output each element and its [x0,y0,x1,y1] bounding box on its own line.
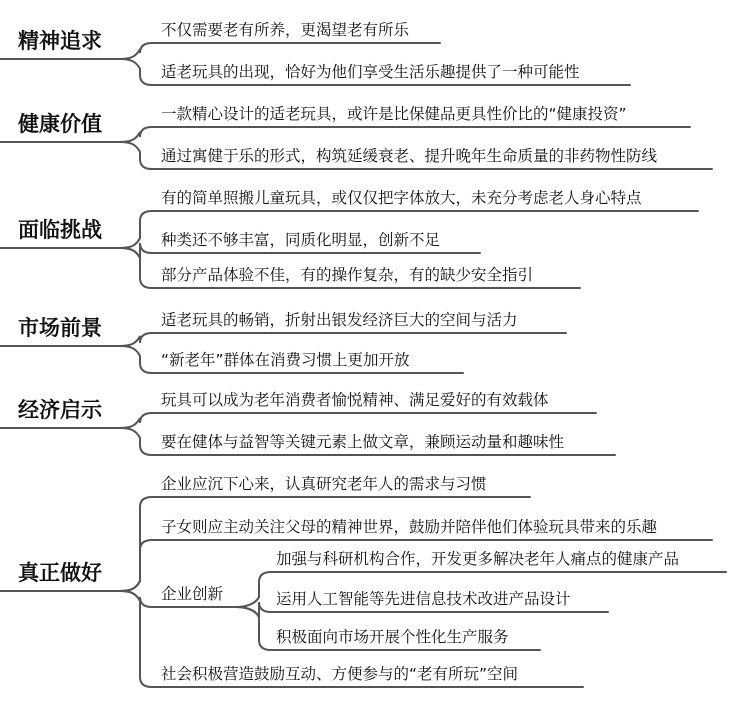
category-2-item-2: 通过寓健于乐的形式，构筑延缓衰老、提升晚年生命质量的非药物性防线 [161,147,658,165]
category-3-label: 面临挑战 [18,218,102,242]
category-6-item-3: 企业创新 [161,585,224,603]
category-6-label: 真正做好 [18,561,102,585]
category-5-item-2: 要在健体与益智等关键元素上做文章，兼顾运动量和趣味性 [161,433,565,451]
category-4-item-1-connector [120,333,566,346]
category-6-item-4: 社会积极营造鼓励互动、方便参与的“老有所玩”空间 [161,665,519,683]
category-6-item-3-sub-1: 加强与科研机构合作，开发更多解决老年人痛点的健康产品 [276,550,680,568]
category-4-item-2: “新老年”群体在消费习惯上更加开放 [161,351,410,369]
category-4-item-1: 适老玩具的畅销，折射出银发经济巨大的空间与活力 [161,311,518,329]
category-6-item-3-sub-2: 运用人工智能等先进信息技术改进产品设计 [276,590,571,608]
category-3-item-2: 种类还不够丰富，同质化明显，创新不足 [161,231,441,249]
category-1-label: 精神追求 [18,29,102,53]
category-6-item-3-sub-3: 积极面向市场开展个性化生产服务 [276,628,509,646]
category-3-item-3: 部分产品体验不佳，有的操作复杂，有的缺少安全指引 [161,266,534,284]
category-1-item-1: 不仅需要老有所养，更渴望老有所乐 [161,21,410,39]
category-5-item-1-connector [120,413,596,428]
category-6-item-1-connector [120,497,530,591]
category-1-item-1-connector [120,43,440,59]
category-3-item-1: 有的简单照搬儿童玩具，或仅仅把字体放大，未充分考虑老人身心特点 [161,189,642,207]
category-5-item-1: 玩具可以成为老年消费者愉悦精神、满足爱好的有效载体 [161,391,549,409]
category-2-item-1: 一款精心设计的适老玩具，或许是比保健品更具性价比的“健康投资” [161,105,627,123]
category-2-item-1-connector [120,127,690,142]
category-6-item-1: 企业应沉下心来，认真研究老年人的需求与习惯 [161,475,487,493]
category-1-item-2: 适老玩具的出现，恰好为他们享受生活乐趣提供了一种可能性 [161,63,580,81]
category-4-label: 市场前景 [18,316,102,340]
category-5-label: 经济启示 [18,398,102,422]
category-2-label: 健康价值 [18,112,102,136]
category-6-item-2: 子女则应主动关注父母的精神世界，鼓励并陪伴他们体验玩具带来的乐趣 [161,518,658,536]
